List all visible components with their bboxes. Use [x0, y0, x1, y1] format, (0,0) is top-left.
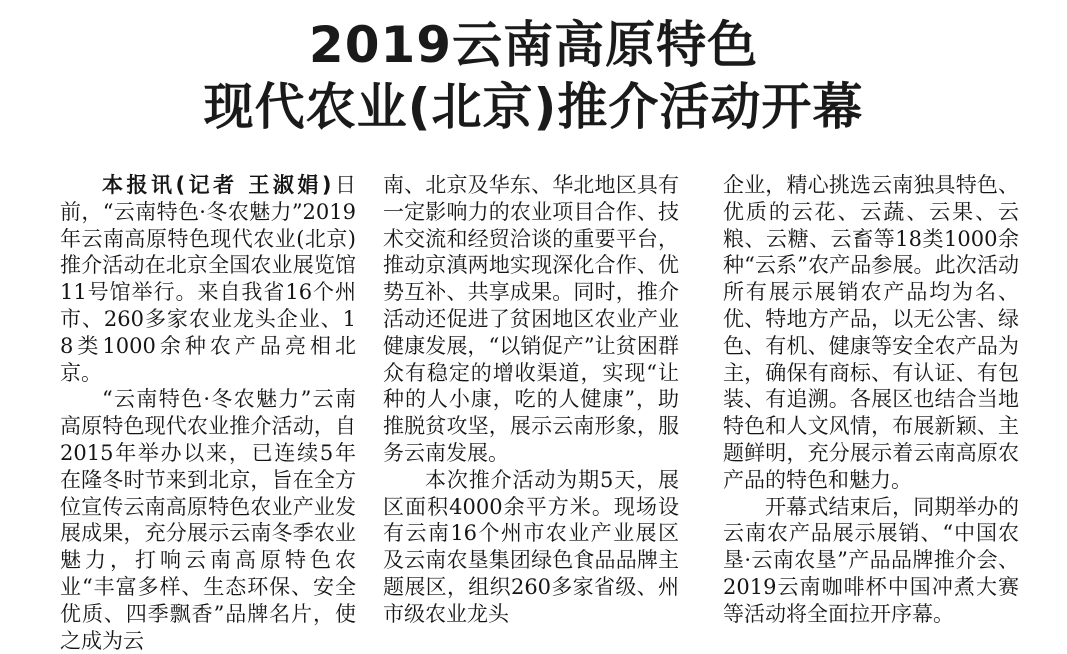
article-paragraph: “云南特色·冬农魅力”云南高原特色现代农业推介活动，自2015年举办以来，已连续5年在隆冬时节来到北京，旨在全方位宣传云南高原特色农业产业发展成果，充分展示云南冬季农业魅力，打响云南高原特色农业“丰富多样、生态环保、安全优质、四季飘香”品牌名片，使之成为云: [60, 387, 356, 653]
headline-line-1: 2019云南高原特色: [308, 16, 759, 74]
article-column-3: [723, 172, 1019, 628]
article-paragraph: 企业，精心挑选云南独具特色、优质的云花、云蔬、云果、云粮、云糖、云畜等18类1000余种“云系”农产品参展。此次活动所有展示展销农产品均为名、优、特地方产品，以无公害、绿色、有机、健康等安全农产品为主，确保有商标、有认证、有包装、有追溯。各展区也结合当地特色和人文风情，布展新颖、主题鲜明，充分展示着云南高原农产品的特色和魅力。: [723, 173, 1019, 492]
article-headline: [0, 14, 1067, 138]
article-column-1: [60, 172, 356, 654]
byline: 本报讯(记者 王淑娟): [102, 173, 332, 197]
article-column-2: [383, 172, 679, 628]
paragraph-text: 日前，“云南特色·冬农魅力”2019年云南高原特色现代农业(北京)推介活动在北京全国农业展览馆11号馆举行。来自我省16个州市、260多家农业龙头企业、18类1000余种农产品亮相北京。: [60, 173, 356, 385]
article-paragraph: [60, 172, 356, 386]
headline-line-2: 现代农业(北京)推介活动开幕: [203, 78, 864, 136]
article-paragraph: 开幕式结束后，同期举办的云南农产品展示展销、“中国农垦·云南农垦”产品品牌推介会、2019云南咖啡杯中国冲煮大赛等活动将全面拉开序幕。: [723, 494, 1019, 626]
article-paragraph: 南、北京及华东、华北地区具有一定影响力的农业项目合作、技术交流和经贸洽谈的重要平台，推动京滇两地实现深化合作、优势互补、共享成果。同时，推介活动还促进了贫困地区农业产业健康发展，“以销促产”让贫困群众有稳定的增收渠道，实现“让种的人小康，吃的人健康”，助推脱贫攻坚，展示云南形象，服务云南发展。: [383, 173, 679, 465]
article-paragraph: 本次推介活动为期5天，展区面积4000余平方米。现场设有云南16个州市农业产业展区及云南农垦集团绿色食品品牌主题展区，组织260多家省级、州市级农业龙头: [383, 467, 679, 626]
